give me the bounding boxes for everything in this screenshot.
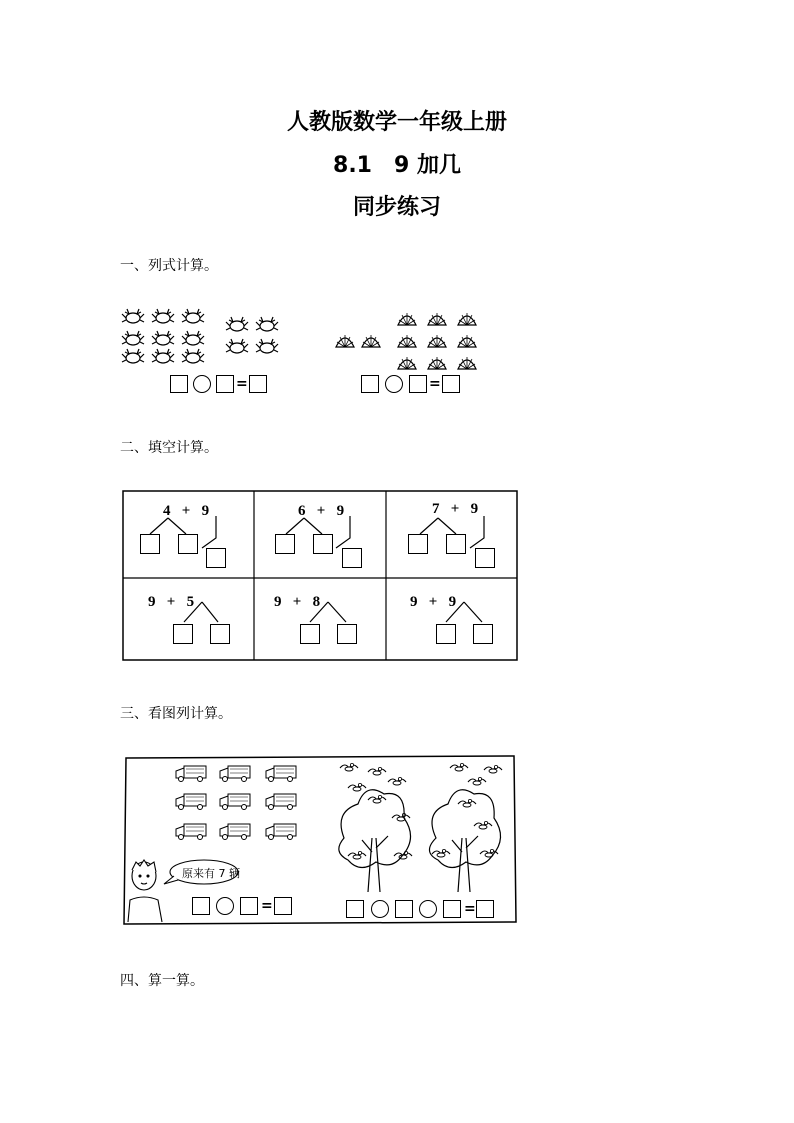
tree-figure [339, 790, 501, 892]
truck-icon [176, 766, 296, 840]
equals-sign: = [429, 376, 441, 392]
page-title: 人教版数学一年级上册 [286, 110, 507, 135]
answer-box[interactable] [300, 624, 320, 644]
cell-5-b: 8 [312, 594, 321, 610]
answer-box[interactable] [206, 548, 226, 568]
answer-box[interactable] [274, 897, 292, 915]
answer-box[interactable] [346, 900, 364, 918]
cell-3-b: 9 [470, 501, 479, 517]
boy-figure [128, 860, 162, 922]
operator-circle[interactable] [193, 375, 211, 393]
answer-box[interactable] [475, 548, 495, 568]
cell-1-op: + [181, 503, 191, 519]
answer-box[interactable] [436, 624, 456, 644]
crab-icon [122, 309, 278, 363]
cell-2-b: 9 [336, 503, 345, 519]
answer-box[interactable] [409, 375, 427, 393]
cell-4-expr [148, 594, 194, 611]
answer-box[interactable] [192, 897, 210, 915]
answer-box[interactable] [313, 534, 333, 554]
section-3-label: 三、看图列计算。 [120, 706, 232, 722]
answer-box[interactable] [337, 624, 357, 644]
subtitle: 同步练习 [352, 195, 441, 220]
cell-6-expr [410, 594, 456, 611]
cell-4-a: 9 [148, 594, 156, 610]
equals-sign: = [236, 376, 248, 392]
answer-box[interactable] [361, 375, 379, 393]
answer-box[interactable] [210, 624, 230, 644]
cell-2-a: 6 [298, 503, 306, 519]
bird-icon [340, 763, 502, 859]
equals-sign: = [261, 898, 273, 914]
operator-circle[interactable] [385, 375, 403, 393]
answer-box[interactable] [216, 375, 234, 393]
answer-box[interactable] [173, 624, 193, 644]
cell-2-expr [298, 503, 344, 520]
section-2-label: 二、填空计算。 [120, 440, 218, 456]
cell-1-b: 9 [201, 503, 210, 519]
cell-6-b: 9 [448, 594, 457, 610]
equals-sign: = [464, 901, 476, 917]
section-1-label: 一、列式计算。 [120, 258, 218, 274]
answer-box[interactable] [442, 375, 460, 393]
operator-circle[interactable] [216, 897, 234, 915]
answer-box[interactable] [473, 624, 493, 644]
cell-5-op: + [292, 594, 302, 610]
answer-box[interactable] [476, 900, 494, 918]
shell-group [330, 305, 490, 375]
cell-2-op: + [316, 503, 326, 519]
operator-circle[interactable] [371, 900, 389, 918]
cell-6-a: 9 [410, 594, 418, 610]
answer-box[interactable] [395, 900, 413, 918]
answer-box[interactable] [170, 375, 188, 393]
cell-4-op: + [166, 594, 176, 610]
crab-group [118, 302, 288, 368]
cell-3-op: + [450, 501, 460, 517]
answer-box[interactable] [446, 534, 466, 554]
operator-circle[interactable] [419, 900, 437, 918]
cell-5-a: 9 [274, 594, 282, 610]
cell-1-a: 4 [163, 503, 171, 519]
answer-box[interactable] [443, 900, 461, 918]
cell-1-expr [163, 503, 209, 520]
speech-text: 原来有 7 辆 [182, 867, 240, 880]
lesson-title: 8.1 9 加几 [333, 153, 461, 178]
answer-box[interactable] [178, 534, 198, 554]
section-4-label: 四、算一算。 [120, 973, 204, 989]
shell-icon [336, 313, 476, 369]
answer-box[interactable] [275, 534, 295, 554]
cell-4-b: 5 [186, 594, 195, 610]
answer-box[interactable] [249, 375, 267, 393]
cell-6-op: + [428, 594, 438, 610]
answer-box[interactable] [240, 897, 258, 915]
answer-box[interactable] [140, 534, 160, 554]
answer-box[interactable] [342, 548, 362, 568]
cell-5-expr [274, 594, 320, 611]
cell-3-expr [432, 501, 478, 518]
cell-3-a: 7 [432, 501, 440, 517]
answer-box[interactable] [408, 534, 428, 554]
